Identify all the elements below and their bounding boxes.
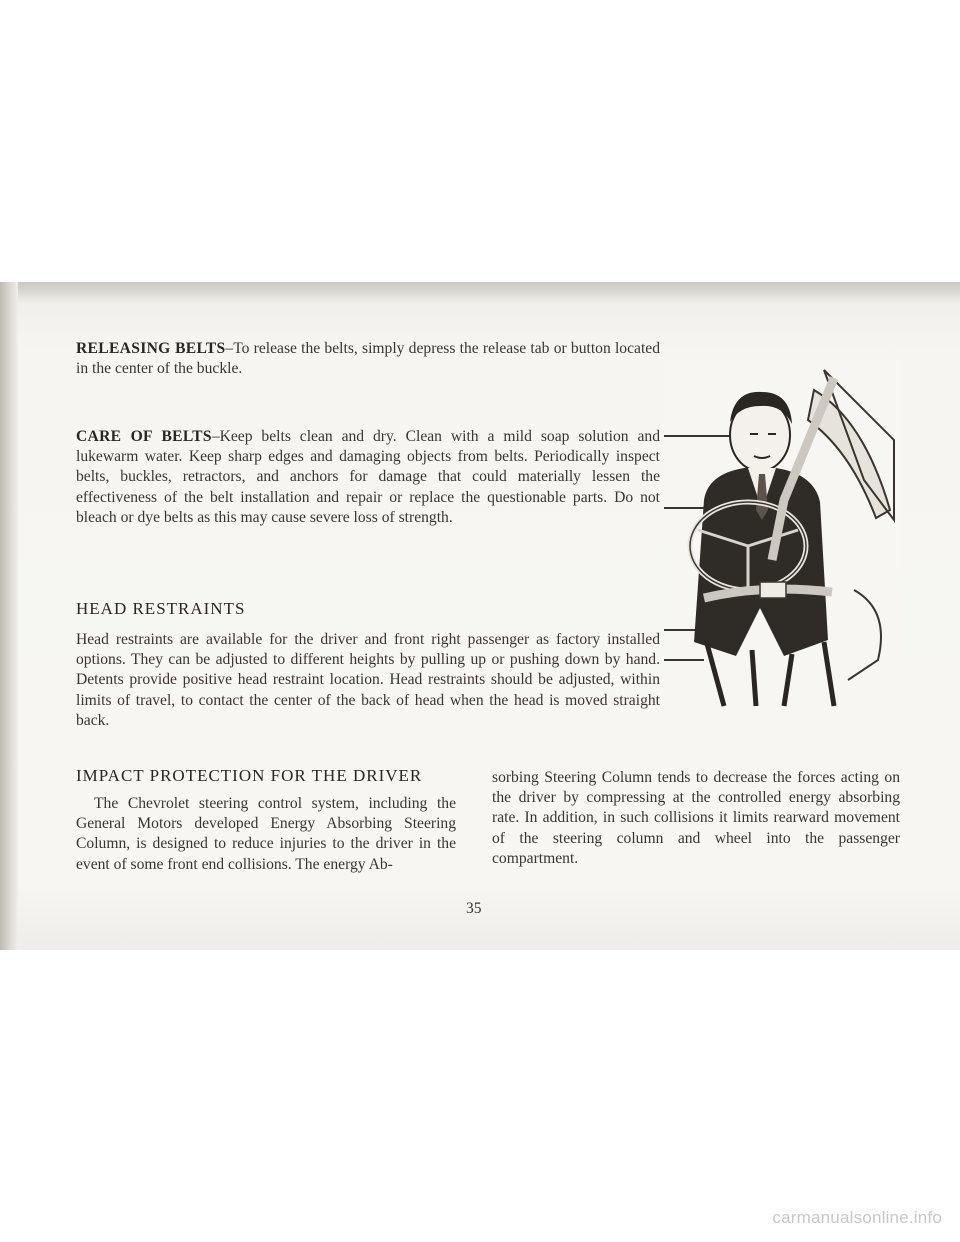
head-restraints-heading: HEAD RESTRAINTS xyxy=(76,599,246,618)
care-of-belts-paragraph xyxy=(76,427,660,528)
page-edge-shadow xyxy=(0,282,960,304)
binding-spine xyxy=(0,282,18,950)
head-restraints-paragraph: Head restraints are available for the driver and front right passenger as factory installed options. They can be adjusted to different heights by pulling up or pushing down by hand. Detents provide positive head restraint location. Head restraints should be adjusted, within limits of travel, to contact the center of the back of head when the head is moved straight back. xyxy=(76,631,660,729)
impact-protection-heading: IMPACT PROTECTION FOR THE DRIVER xyxy=(76,766,423,785)
care-of-belts-lead: CARE OF BELTS xyxy=(76,428,212,445)
impact-column-2: sorbing Steering Column tends to decrease the forces acting on the driver by compressing at the controlled energy absorbing rate. In addition, in such collisions it limits rearward movement of the steering column and wheel into the passenger compartment. xyxy=(492,769,900,867)
releasing-belts-paragraph xyxy=(76,339,660,379)
impact-column-1: The Chevrolet steering control system, including the General Motors developed Energy Absorbing Steering Column, is designed to reduce injuries to the driver in the event of some front end collisions. The energy Ab- xyxy=(76,795,456,873)
releasing-belts-lead: RELEASING BELTS xyxy=(76,340,226,357)
care-of-belts-text: –Keep belts clean and dry. Clean with a mild soap solution and lukewarm water. Keep sharp edges and damaging objects from belts. Periodically inspect belts, buckles, retractors, and anchors for damage that could materially lessen the effectiveness of the belt installation and repair or replace the questionable parts. Do not bleach or dye belts as this may cause severe loss of strength. xyxy=(76,428,660,526)
releasing-belts-text: –To release the belts, simply depress the release tab or button located in the center of the buckle. xyxy=(76,340,660,378)
site-watermark: carmanualsonline.info xyxy=(772,1208,942,1227)
page-number: 35 xyxy=(466,900,482,917)
seat-belt-illustration xyxy=(664,360,900,710)
